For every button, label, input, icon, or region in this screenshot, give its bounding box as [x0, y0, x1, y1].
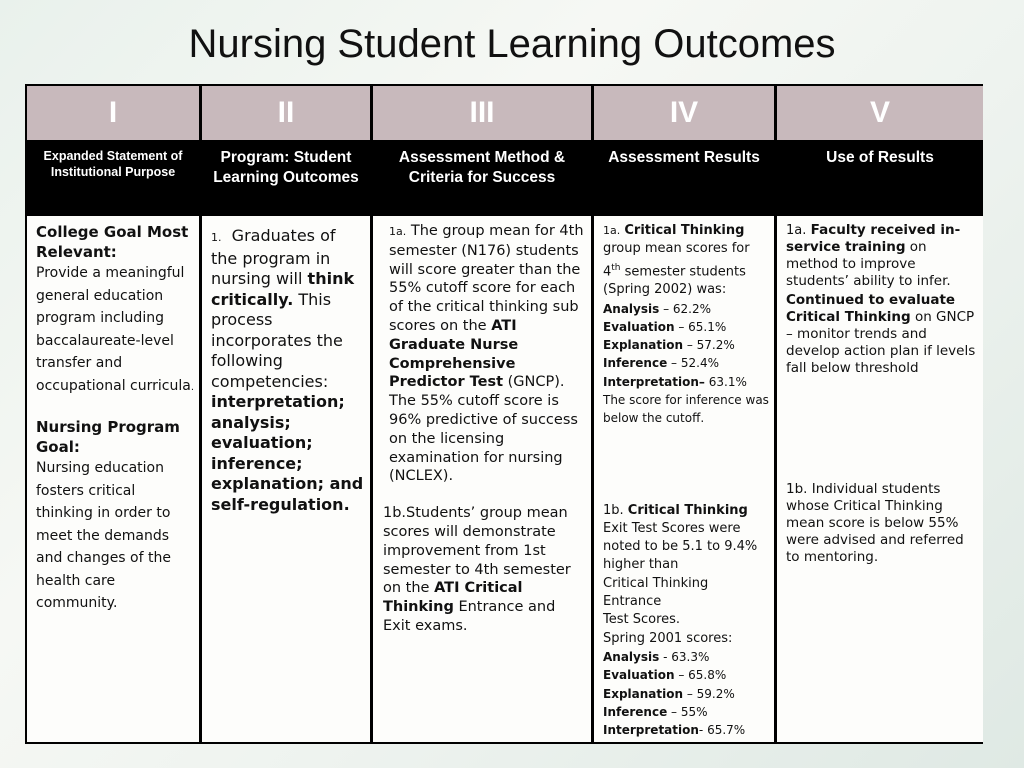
score-label: Explanation — [603, 338, 684, 353]
column-numeral: V — [777, 86, 983, 140]
score-label: Explanation — [603, 686, 684, 701]
use-1b: 1b. Individual students whose Critical Thinking mean score is below 55% were advised and referred to mentoring. — [786, 481, 964, 565]
score-line: Evaluation – 65.8% — [603, 668, 727, 683]
score-label: Analysis — [603, 301, 660, 316]
column-subheader: Assessment Results — [594, 142, 774, 214]
score-line: Inference – 55% — [603, 704, 708, 719]
score-list-1a — [603, 300, 770, 391]
criteria-1b: 1b.Students’ group mean scores will demonstrate improvement from 1st semester to 4th semester on the ATI Critical Thinking Entrance and Exit exams. — [383, 505, 571, 634]
use-of-results-cell — [777, 216, 983, 742]
score-value: 65.8% — [688, 668, 727, 683]
score-value: 65.7% — [707, 723, 746, 738]
score-label: Inference — [603, 356, 668, 371]
college-goal-heading: College Goal Most Relevant: — [36, 223, 189, 261]
score-value: 52.4% — [680, 356, 719, 371]
results-1b: 1b. Critical Thinking Exit Test Scores were noted to be 5.1 to 9.4% higher than — [603, 502, 758, 573]
spring-2001-label: Spring 2001 scores: — [603, 630, 733, 646]
item-number: 1. — [211, 231, 222, 244]
column-numeral: III — [373, 86, 591, 140]
score-value: 62.2% — [672, 301, 712, 316]
page-title: Nursing Student Learning Outcomes — [188, 22, 836, 66]
assessment-method-cell — [373, 216, 591, 742]
score-label: Analysis — [603, 649, 660, 664]
score-value: 63.1% — [708, 374, 747, 389]
outcomes-table — [25, 84, 983, 744]
score-value: 65.1% — [688, 319, 727, 334]
score-label: Evaluation — [603, 668, 675, 683]
use-1a-continued: Continued to evaluate Critical Thinking on GNCP – monitor trends and develop action plan if levels fall below threshold — [786, 292, 976, 376]
score-value: 63.3% — [671, 649, 710, 664]
score-line: Inference – 52.4% — [603, 356, 719, 371]
results-1a: 1a. Critical Thinking group mean scores for 4th semester students (Spring 2002) was: — [603, 223, 750, 298]
column-subheader: Program: Student Learning Outcomes — [202, 142, 370, 214]
column-subheader: Use of Results — [777, 142, 983, 214]
program-goal-text: Nursing education fosters critical thinking in order to meet the demands and changes of the health care community. — [36, 460, 171, 611]
score-line: Interpretation- 65.7% — [603, 723, 746, 738]
assessment-results-cell: 1a. Critical Thinking group mean scores for 4th semester students (Spring 2002) was: Analysis – 62.2% Evaluation – 65.1% Explanation – 57.2% Inference – 52.4% Interpretation– 63.1% The score for inference was below the cutoff. 1b. Critical Thinking Exit Test Scores were noted to be 5.1 to 9.4% higher than Critical Thinking Entrance Test Scores. Spring 2001 scores: Analysis - 63.3% Evaluation – 65.8% Explanation – 59.2% Inference – 55% Interpretation- 65.7% — [594, 216, 774, 742]
use-1a: 1a. Faculty received in-service training on method to improve students’ ability to infer. — [786, 222, 961, 289]
column-numeral: IV — [594, 86, 774, 140]
score-label: Inference — [603, 704, 668, 719]
inference-note: The score for inference was below the cutoff. — [603, 393, 769, 426]
score-line: Analysis - 63.3% — [603, 649, 710, 664]
learning-outcomes-cell: 1. Graduates of the program in nursing will think critically. This process incorporates the following competencies: interpretation; analysis; evaluation; inference; explanation; and self-regulation. — [202, 216, 370, 742]
institutional-purpose-cell — [27, 216, 199, 742]
column-subheader: Assessment Method & Criteria for Success — [373, 142, 591, 214]
emphasis-text: think critically. — [211, 269, 355, 309]
score-line: Evaluation – 65.1% — [603, 319, 727, 334]
column-subheader: Expanded Statement of Institutional Purpose — [27, 142, 199, 214]
column-numeral: I — [27, 86, 199, 140]
score-line — [603, 373, 770, 391]
score-line: Explanation – 57.2% — [603, 338, 735, 353]
score-label: Interpretation– — [603, 374, 705, 389]
competencies-list: interpretation; analysis; evaluation; inference; explanation; and self-regulation. — [211, 392, 364, 514]
column-numeral: II — [202, 86, 370, 140]
score-value: 59.2% — [696, 686, 735, 701]
score-line: Analysis – 62.2% — [603, 301, 712, 316]
score-list-1b — [603, 648, 770, 739]
score-label: Interpretation — [603, 723, 699, 738]
college-goal-text: Provide a meaningful general education program including baccalaureate-level transfer and occupational curricula. — [36, 265, 194, 394]
score-label: Evaluation — [603, 319, 675, 334]
score-value: 57.2% — [696, 338, 735, 353]
criteria-1a: 1a. The group mean for 4th semester (N176) students will score greater than the 55% cutoff score for each of the critical thinking sub scores on the ATI Graduate Nurse Comprehensive Predictor Test (GNCP). The 55% cutoff score is 96% predictive of success on the licensing examination for nursing (NCLEX). — [389, 223, 584, 485]
score-line: Explanation – 59.2% — [603, 686, 735, 701]
score-value: 55% — [680, 704, 708, 719]
program-goal-heading: Nursing Program Goal: — [36, 418, 180, 456]
